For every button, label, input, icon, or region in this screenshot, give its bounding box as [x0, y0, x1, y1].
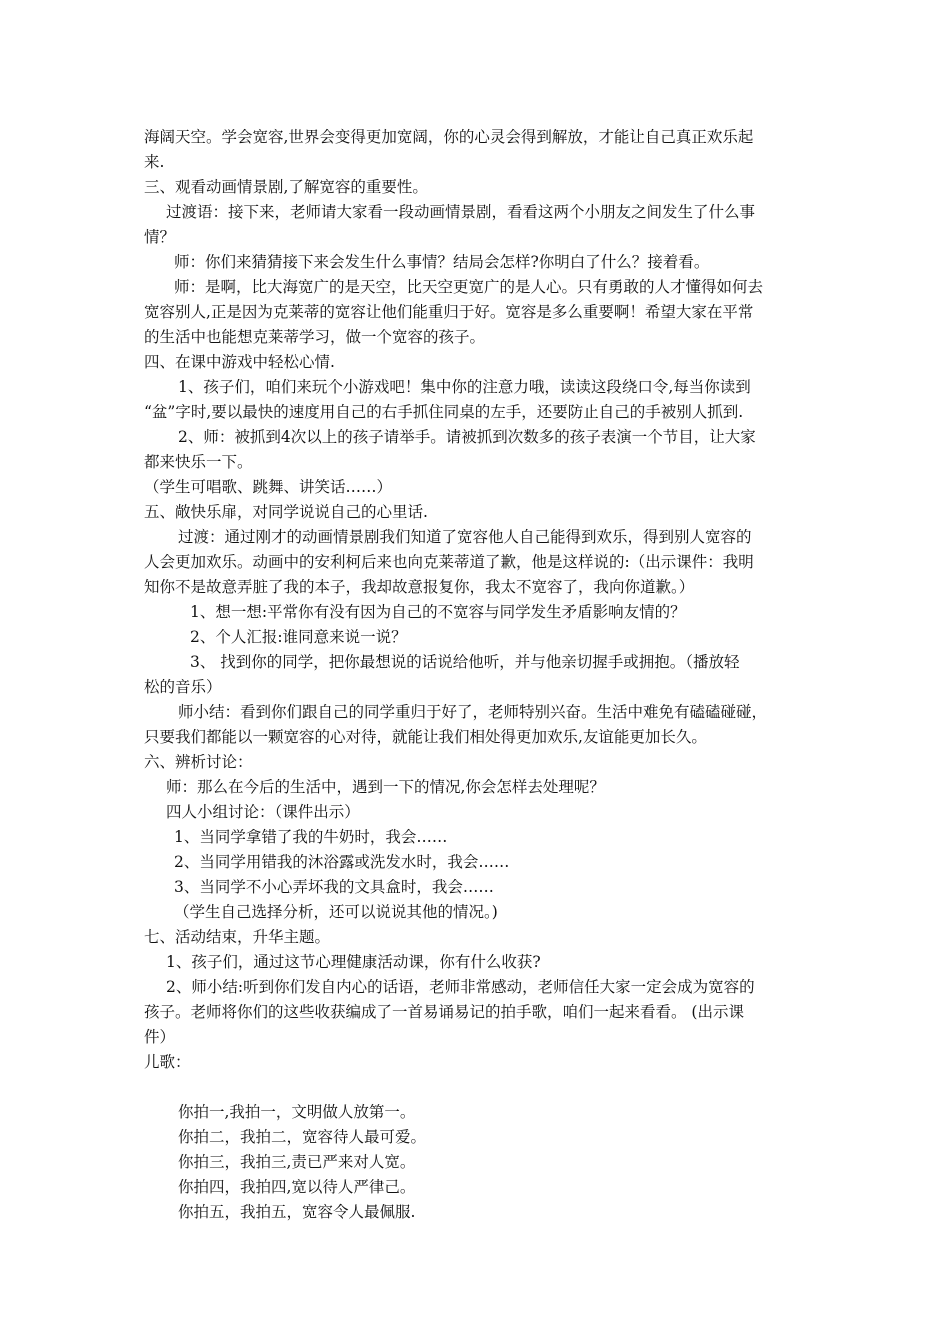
text-line: 2、师：被抓到4次以上的孩子请举手。请被抓到次数多的孩子表演一个节目，让大家 [178, 428, 756, 446]
text-line: 师：你们来猜猜接下来会发生什么事情？结局会怎样?你明白了什么？接着看。 [174, 253, 710, 271]
text-line: 只要我们都能以一颗宽容的心对待，就能让我们相处得更加欢乐,友谊能更加长久。 [144, 728, 707, 746]
text-line: 四、在课中游戏中轻松心情. [144, 353, 335, 371]
text-line: 师：是啊，比大海宽广的是天空，比天空更宽广的是人心。只有勇敢的人才懂得如何去 [174, 278, 764, 296]
text-line: 1、当同学拿错了我的牛奶时，我会…… [174, 828, 448, 846]
blank-line [144, 1075, 824, 1100]
text-line: 1、孩子们，咱们来玩个小游戏吧！集中你的注意力哦，读读这段绕口令,每当你读到 [178, 378, 751, 396]
text-line: 3、当同学不小心弄坏我的文具盒时，我会…… [174, 878, 494, 896]
text-line: 2、当同学用错我的沐浴露或洗发水时，我会…… [174, 853, 510, 871]
text-line: 人会更加欢乐。动画中的安利柯后来也向克莱蒂道了歉，他是这样说的:（出示课件：我明 [144, 553, 754, 571]
text-line: 你拍二，我拍二，宽容待人最可爱。 [178, 1128, 427, 1146]
text-line: 你拍一,我拍一，文明做人放第一。 [178, 1103, 416, 1121]
text-line: （学生自己选择分析，还可以说说其他的情况。) [174, 903, 498, 921]
text-line: （学生可唱歌、跳舞、讲笑话……） [144, 478, 393, 496]
text-line: 六、辨析讨论： [144, 753, 253, 771]
text-line: 1、孩子们，通过这节心理健康活动课，你有什么收获? [166, 953, 541, 971]
text-line: 师小结：看到你们跟自己的同学重归于好了，老师特别兴奋。生活中难免有磕磕碰碰， [178, 703, 768, 721]
text-line: 松的音乐） [144, 678, 222, 696]
text-line: 3、 找到你的同学，把你最想说的话说给他听，并与他亲切握手或拥抱。（播放轻 [190, 653, 740, 671]
document-body [144, 125, 824, 1225]
text-line: 2、师小结:听到你们发自内心的话语，老师非常感动，老师信任大家一定会成为宽容的 [166, 978, 755, 996]
text-line: 知你不是故意弄脏了我的本子，我却故意报复你，我太不宽容了，我向你道歉。） [144, 578, 695, 596]
text-line: 宽容别人,正是因为克莱蒂的宽容让他们能重归于好。宽容是多么重要啊！希望大家在平常 [144, 303, 754, 321]
text-line: 你拍五，我拍五，宽容令人最佩服. [178, 1203, 416, 1221]
text-line: 五、敞快乐扉，对同学说说自己的心里话. [144, 503, 428, 521]
text-line: 四人小组讨论：（课件出示） [166, 803, 360, 821]
text-line: 情？ [144, 228, 176, 246]
text-line: 你拍四，我拍四,宽以待人严律己。 [178, 1178, 416, 1196]
text-line: 孩子。老师将你们的这些收获编成了一首易诵易记的拍手歌，咱们一起来看看。 (出示课 [144, 1003, 744, 1021]
text-line: 你拍三，我拍三,责已严来对人宽。 [178, 1153, 416, 1171]
text-line: 来. [144, 153, 165, 171]
text-line: 的生活中也能想克莱蒂学习，做一个宽容的孩子。 [144, 328, 486, 346]
text-line: “盆”字时,要以最快的速度用自己的右手抓住同桌的左手，还要防止自己的手被别人抓到. [144, 403, 744, 421]
text-line: 都来快乐一下。 [144, 453, 253, 471]
text-line: 过渡：通过刚才的动画情景剧我们知道了宽容他人自己能得到欢乐，得到别人宽容的 [178, 528, 752, 546]
text-line: 过渡语：接下来，老师请大家看一段动画情景剧，看看这两个小朋友之间发生了什么事 [166, 203, 756, 221]
text-line: 海阔天空。学会宽容,世界会变得更加宽阔，你的心灵会得到解放，才能让自己真正欢乐起 [144, 128, 754, 146]
text-line: 儿歌： [144, 1053, 191, 1071]
text-line: 2、个人汇报:谁同意来说一说？ [190, 628, 407, 646]
text-line: 师：那么在今后的生活中，遇到一下的情况,你会怎样去处理呢？ [166, 778, 605, 796]
text-line: 件） [144, 1028, 176, 1046]
text-line: 三、观看动画情景剧,了解宽容的重要性。 [144, 178, 428, 196]
text-line: 七、活动结束，升华主题。 [144, 928, 331, 946]
text-line: 1、想一想:平常你有没有因为自己的不宽容与同学发生矛盾影响友情的？ [190, 603, 686, 621]
